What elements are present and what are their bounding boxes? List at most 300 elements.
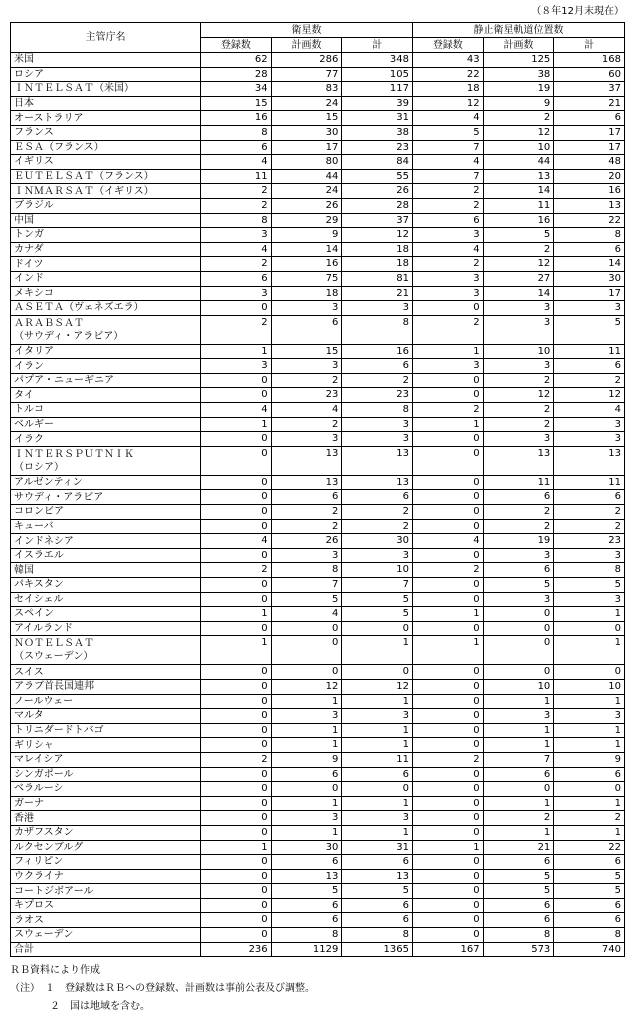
row-value: 1 <box>483 723 554 738</box>
table-row <box>11 373 625 388</box>
row-value: 117 <box>342 82 413 97</box>
row-value: 3 <box>201 228 272 243</box>
row-value: 8 <box>554 228 625 243</box>
row-value: 0 <box>201 490 272 505</box>
row-value: 1 <box>412 840 483 855</box>
row-name: セイシェル <box>11 592 201 607</box>
row-value: 2 <box>412 563 483 578</box>
row-value: 19 <box>483 534 554 549</box>
row-value: 22 <box>554 840 625 855</box>
row-name: キプロス <box>11 898 201 913</box>
table-row <box>11 53 625 68</box>
row-value: 55 <box>342 169 413 184</box>
table-row <box>11 679 625 694</box>
row-name: イギリス <box>11 155 201 170</box>
row-value: 6 <box>483 913 554 928</box>
row-value: 1 <box>483 825 554 840</box>
date-note: （８年12月末現在） <box>531 6 624 17</box>
row-value: 0 <box>201 373 272 388</box>
table-row <box>11 96 625 111</box>
row-value: 4 <box>201 403 272 418</box>
row-value: 8 <box>271 928 342 943</box>
row-name: トルコ <box>11 403 201 418</box>
header-sub: 計画数 <box>271 38 342 53</box>
row-value: 3 <box>342 417 413 432</box>
row-value: 6 <box>483 898 554 913</box>
row-value: 15 <box>201 96 272 111</box>
footnote-1: （注） １ 登録数はＲＢへの登録数、計画数は事前公表及び調整。 <box>10 983 315 994</box>
row-value: 8 <box>342 928 413 943</box>
table-row <box>11 359 625 374</box>
row-value: 0 <box>412 796 483 811</box>
row-value: 5 <box>342 607 413 622</box>
row-value: 2 <box>201 198 272 213</box>
table-row <box>11 578 625 593</box>
row-value: 1 <box>483 694 554 709</box>
row-value: 6 <box>412 213 483 228</box>
row-value: 3 <box>554 548 625 563</box>
table-row <box>11 913 625 928</box>
row-value: 10 <box>554 679 625 694</box>
table-row <box>11 709 625 724</box>
header-group-orbit-positions: 静止衛星軌道位置数 <box>412 23 624 38</box>
table-row <box>11 796 625 811</box>
row-value: 0 <box>201 432 272 447</box>
row-value: 37 <box>554 82 625 97</box>
table-row <box>11 752 625 767</box>
row-value: 4 <box>201 155 272 170</box>
row-value: 0 <box>201 519 272 534</box>
row-value: 10 <box>342 563 413 578</box>
table-row <box>11 534 625 549</box>
row-value: 16 <box>342 344 413 359</box>
row-value: 6 <box>201 271 272 286</box>
row-value: 13 <box>342 869 413 884</box>
row-value: 2 <box>483 505 554 520</box>
row-name: スペイン <box>11 607 201 622</box>
row-value: 81 <box>342 271 413 286</box>
row-value: 10 <box>483 679 554 694</box>
row-value: 0 <box>201 665 272 680</box>
row-name: ＮＯＴＥＬＳＡＴ （スウェーデン） <box>11 636 201 665</box>
row-value: 6 <box>271 490 342 505</box>
row-name: キューバ <box>11 519 201 534</box>
row-value: 1 <box>554 825 625 840</box>
row-value: 3 <box>342 548 413 563</box>
header-sub: 登録数 <box>201 38 272 53</box>
table-row <box>11 782 625 797</box>
row-value: 23 <box>342 140 413 155</box>
row-value: 0 <box>201 928 272 943</box>
row-value: 0 <box>201 884 272 899</box>
row-value: 0 <box>412 490 483 505</box>
row-value: 3 <box>271 301 342 316</box>
row-value: 3 <box>554 592 625 607</box>
source-note: ＲＢ資料により作成 <box>10 965 100 976</box>
row-value: 3 <box>342 811 413 826</box>
table-row <box>11 169 625 184</box>
table-row <box>11 694 625 709</box>
row-name: スウェーデン <box>11 928 201 943</box>
row-value: 12 <box>483 257 554 272</box>
row-value: 3 <box>271 432 342 447</box>
row-value: 2 <box>271 373 342 388</box>
row-value: 0 <box>201 811 272 826</box>
row-value: 0 <box>201 301 272 316</box>
row-value: 2 <box>483 811 554 826</box>
row-value: 6 <box>342 359 413 374</box>
row-value: 2 <box>271 519 342 534</box>
row-value: 0 <box>412 782 483 797</box>
row-value: 0 <box>412 665 483 680</box>
row-value: 2 <box>554 505 625 520</box>
row-value: 7 <box>271 578 342 593</box>
row-value: 2 <box>201 184 272 199</box>
row-value: 4 <box>412 534 483 549</box>
row-name: タイ <box>11 388 201 403</box>
row-value: 2 <box>271 505 342 520</box>
row-name: トリニダードトバゴ <box>11 723 201 738</box>
row-value: 4 <box>554 403 625 418</box>
table-row <box>11 67 625 82</box>
row-value: 0 <box>483 782 554 797</box>
row-value: 9 <box>271 752 342 767</box>
row-value: 13 <box>483 446 554 475</box>
row-name: ＥＵＴＥＬＳＡＴ（フランス） <box>11 169 201 184</box>
satellite-table <box>10 22 625 957</box>
row-value: 2 <box>201 257 272 272</box>
header-sub: 登録数 <box>412 38 483 53</box>
row-value: 0 <box>412 723 483 738</box>
row-value: 0 <box>201 825 272 840</box>
row-value: 6 <box>554 898 625 913</box>
row-value: 44 <box>271 169 342 184</box>
table-row <box>11 446 625 475</box>
row-name: 韓国 <box>11 563 201 578</box>
row-value: 8 <box>483 928 554 943</box>
row-value: 0 <box>554 782 625 797</box>
row-name: ウクライナ <box>11 869 201 884</box>
row-value: 11 <box>554 475 625 490</box>
row-value: 0 <box>483 607 554 622</box>
table-row <box>11 155 625 170</box>
row-value: 14 <box>271 242 342 257</box>
row-value: 168 <box>554 53 625 68</box>
row-value: 1 <box>342 636 413 665</box>
row-value: 30 <box>342 534 413 549</box>
row-name: ＡＳＥＴＡ（ヴェネズエラ） <box>11 301 201 316</box>
row-value: 6 <box>554 359 625 374</box>
row-value: 10 <box>483 140 554 155</box>
row-value: 6 <box>271 855 342 870</box>
row-value: 12 <box>554 388 625 403</box>
row-value: 18 <box>342 257 413 272</box>
table-header <box>11 23 625 53</box>
row-value: 236 <box>201 942 272 957</box>
row-value: 12 <box>342 228 413 243</box>
row-value: 1 <box>342 694 413 709</box>
row-value: 24 <box>271 96 342 111</box>
row-value: 0 <box>483 621 554 636</box>
table-row <box>11 811 625 826</box>
total-row <box>11 942 625 957</box>
row-value: 0 <box>554 665 625 680</box>
row-name: シンガポール <box>11 767 201 782</box>
row-value: 17 <box>271 140 342 155</box>
row-value: 6 <box>554 913 625 928</box>
table-row <box>11 490 625 505</box>
row-value: 0 <box>201 723 272 738</box>
row-value: 8 <box>342 403 413 418</box>
row-value: 0 <box>412 373 483 388</box>
row-value: 0 <box>412 767 483 782</box>
table-row <box>11 198 625 213</box>
row-name: パキスタン <box>11 578 201 593</box>
table-row <box>11 723 625 738</box>
row-value: 6 <box>342 767 413 782</box>
row-name: ロシア <box>11 67 201 82</box>
row-value: 3 <box>554 301 625 316</box>
row-value: 15 <box>271 344 342 359</box>
row-value: 19 <box>483 82 554 97</box>
row-value: 3 <box>554 432 625 447</box>
row-value: 1 <box>412 636 483 665</box>
row-value: 2 <box>201 752 272 767</box>
row-value: 5 <box>483 228 554 243</box>
row-value: 0 <box>201 388 272 403</box>
row-value: 2 <box>271 417 342 432</box>
row-value: 11 <box>342 752 413 767</box>
row-value: 0 <box>412 432 483 447</box>
row-name: ＩＮＴＥＲＳＰＵＴＮＩＫ （ロシア） <box>11 446 201 475</box>
row-value: 5 <box>483 869 554 884</box>
table-row <box>11 432 625 447</box>
row-value: 0 <box>201 694 272 709</box>
row-value: 1 <box>554 738 625 753</box>
row-value: 0 <box>201 592 272 607</box>
row-value: 3 <box>483 301 554 316</box>
row-value: 3 <box>412 228 483 243</box>
row-name: ベラルーシ <box>11 782 201 797</box>
row-value: 6 <box>271 898 342 913</box>
table-row <box>11 315 625 344</box>
row-value: 30 <box>271 840 342 855</box>
row-value: 4 <box>271 607 342 622</box>
row-value: 0 <box>412 519 483 534</box>
row-value: 3 <box>271 811 342 826</box>
row-value: 0 <box>412 578 483 593</box>
row-name: ノールウェー <box>11 694 201 709</box>
row-value: 2 <box>483 519 554 534</box>
row-value: 0 <box>412 694 483 709</box>
row-value: 6 <box>342 898 413 913</box>
row-value: 6 <box>554 855 625 870</box>
row-value: 48 <box>554 155 625 170</box>
footnote-2: ２ 国は地域を含む。 <box>10 1001 150 1012</box>
row-value: 2 <box>483 417 554 432</box>
row-value: 10 <box>483 344 554 359</box>
table-row <box>11 475 625 490</box>
row-value: 26 <box>342 184 413 199</box>
row-value: 1 <box>201 840 272 855</box>
row-name: 中国 <box>11 213 201 228</box>
header-sub: 計 <box>342 38 413 53</box>
row-value: 2 <box>201 563 272 578</box>
row-value: 4 <box>412 111 483 126</box>
row-name: カザフスタン <box>11 825 201 840</box>
row-name: インド <box>11 271 201 286</box>
row-value: 0 <box>201 738 272 753</box>
table-row <box>11 82 625 97</box>
table-row <box>11 505 625 520</box>
row-value: 30 <box>271 125 342 140</box>
row-name: マレイシア <box>11 752 201 767</box>
row-name: アイルランド <box>11 621 201 636</box>
row-name: ブラジル <box>11 198 201 213</box>
row-value: 5 <box>483 884 554 899</box>
row-value: 1 <box>342 723 413 738</box>
row-value: 5 <box>412 125 483 140</box>
table-row <box>11 884 625 899</box>
row-value: 125 <box>483 53 554 68</box>
row-value: 14 <box>483 286 554 301</box>
table-row <box>11 271 625 286</box>
row-value: 0 <box>412 475 483 490</box>
row-value: 0 <box>201 505 272 520</box>
row-name: スイス <box>11 665 201 680</box>
table-row <box>11 592 625 607</box>
row-name: 日本 <box>11 96 201 111</box>
row-value: 18 <box>271 286 342 301</box>
row-value: 0 <box>554 621 625 636</box>
row-value: 1 <box>342 738 413 753</box>
row-value: 60 <box>554 67 625 82</box>
row-value: 6 <box>342 855 413 870</box>
row-value: 3 <box>483 592 554 607</box>
row-value: 0 <box>271 636 342 665</box>
row-name: オーストラリア <box>11 111 201 126</box>
row-value: 7 <box>412 169 483 184</box>
row-value: 1 <box>554 796 625 811</box>
table-row <box>11 140 625 155</box>
row-name: ルクセンブルグ <box>11 840 201 855</box>
notes <box>10 962 624 1016</box>
row-value: 1 <box>412 344 483 359</box>
row-value: 17 <box>554 286 625 301</box>
row-value: 1 <box>201 417 272 432</box>
row-name: サウディ・アラビア <box>11 490 201 505</box>
row-value: 13 <box>271 446 342 475</box>
table-row <box>11 665 625 680</box>
table-row <box>11 242 625 257</box>
row-value: 2 <box>412 257 483 272</box>
row-name: イラク <box>11 432 201 447</box>
row-value: 83 <box>271 82 342 97</box>
row-name: 米国 <box>11 53 201 68</box>
table-row <box>11 607 625 622</box>
row-value: 4 <box>201 242 272 257</box>
row-name: メキシコ <box>11 286 201 301</box>
row-value: 5 <box>554 578 625 593</box>
row-value: 11 <box>554 344 625 359</box>
row-value: 2 <box>412 184 483 199</box>
row-value: 11 <box>483 475 554 490</box>
row-value: 2 <box>412 315 483 344</box>
row-value: 6 <box>483 490 554 505</box>
row-value: 1129 <box>271 942 342 957</box>
row-value: 31 <box>342 111 413 126</box>
row-value: 1 <box>201 636 272 665</box>
row-value: 0 <box>412 679 483 694</box>
row-value: 0 <box>201 782 272 797</box>
row-value: 16 <box>483 213 554 228</box>
table-row <box>11 519 625 534</box>
table-row <box>11 125 625 140</box>
row-name: トンガ <box>11 228 201 243</box>
row-value: 3 <box>271 548 342 563</box>
row-value: 0 <box>412 869 483 884</box>
row-value: 1 <box>271 825 342 840</box>
row-name: ラオス <box>11 913 201 928</box>
table-body <box>11 53 625 957</box>
row-value: 3 <box>342 432 413 447</box>
row-value: 3 <box>412 286 483 301</box>
row-value: 6 <box>271 913 342 928</box>
row-value: 0 <box>201 709 272 724</box>
row-value: 2 <box>554 811 625 826</box>
table-row <box>11 825 625 840</box>
table-row <box>11 184 625 199</box>
row-value: 6 <box>554 111 625 126</box>
row-name: カナダ <box>11 242 201 257</box>
row-value: 0 <box>412 388 483 403</box>
header-sub: 計 <box>554 38 625 53</box>
row-value: 21 <box>342 286 413 301</box>
table-row <box>11 636 625 665</box>
row-value: 0 <box>342 621 413 636</box>
row-value: 9 <box>271 228 342 243</box>
row-value: 2 <box>201 315 272 344</box>
row-value: 1 <box>342 825 413 840</box>
row-value: 21 <box>483 840 554 855</box>
row-value: 4 <box>412 155 483 170</box>
row-value: 44 <box>483 155 554 170</box>
row-value: 0 <box>201 898 272 913</box>
row-name: コートジボアール <box>11 884 201 899</box>
row-value: 12 <box>342 679 413 694</box>
row-value: 1 <box>271 723 342 738</box>
row-value: 11 <box>483 198 554 213</box>
row-name: パプア・ニューギニア <box>11 373 201 388</box>
row-value: 39 <box>342 96 413 111</box>
row-value: 12 <box>483 388 554 403</box>
row-value: 38 <box>342 125 413 140</box>
row-name: イタリア <box>11 344 201 359</box>
row-value: 3 <box>201 359 272 374</box>
table-row <box>11 257 625 272</box>
row-value: 29 <box>271 213 342 228</box>
row-value: 0 <box>412 621 483 636</box>
row-value: 1 <box>483 738 554 753</box>
row-value: 0 <box>412 825 483 840</box>
row-value: 0 <box>412 592 483 607</box>
row-name: ベルギー <box>11 417 201 432</box>
row-value: 3 <box>342 301 413 316</box>
row-value: 7 <box>483 752 554 767</box>
row-value: 5 <box>271 884 342 899</box>
row-value: 1 <box>271 738 342 753</box>
row-value: 4 <box>271 403 342 418</box>
